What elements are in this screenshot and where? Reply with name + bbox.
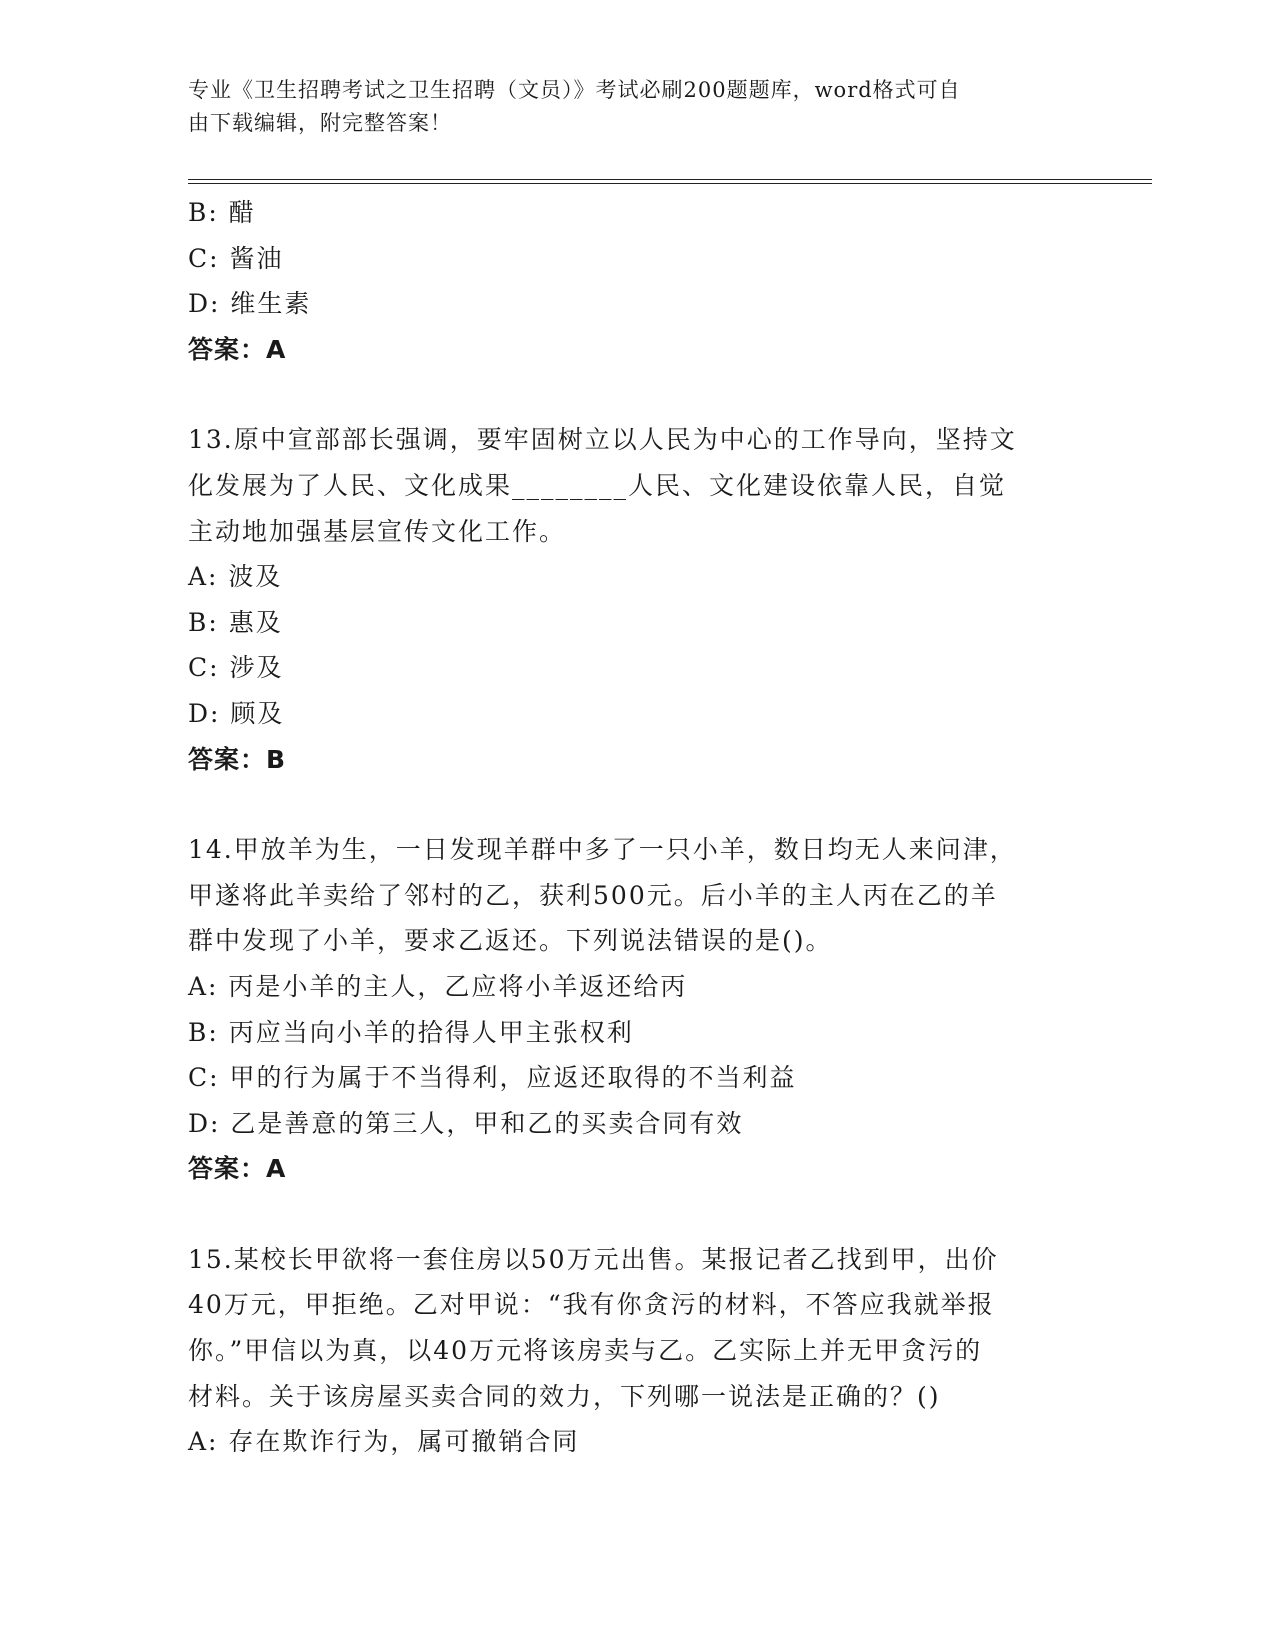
question-text-line: 甲遂将此羊卖给了邻村的乙，获利500元。后小羊的主人丙在乙的羊 xyxy=(188,880,998,910)
option-b: B: 丙应当向小羊的拾得人甲主张权利 xyxy=(188,1017,634,1047)
option-b: B: 醋 xyxy=(188,198,256,227)
document-body xyxy=(188,190,1088,1465)
header-line-2: 由下载编辑，附完整答案！ xyxy=(188,111,452,135)
header-divider-top xyxy=(188,179,1152,180)
question-text-line: 你。”甲信以为真，以40万元将该房卖与乙。乙实际上并无甲贪污的 xyxy=(188,1336,983,1366)
option-c: C: 甲的行为属于不当得利，应返还取得的不当利益 xyxy=(188,1063,797,1093)
header-divider-bottom xyxy=(188,183,1152,184)
option-a: A: 丙是小羊的主人，乙应将小羊返还给丙 xyxy=(188,971,688,1001)
spacer xyxy=(188,1192,1088,1237)
question-text-line: 40万元，甲拒绝。乙对甲说：“我有你贪污的材料，不答应我就举报 xyxy=(188,1290,995,1320)
option-d: D: 乙是善意的第三人，甲和乙的买卖合同有效 xyxy=(188,1108,744,1138)
option-d: D: 顾及 xyxy=(188,698,285,728)
question-text-line: 群中发现了小羊，要求乙返还。下列说法错误的是()。 xyxy=(188,926,833,956)
option-c: C: 酱油 xyxy=(188,243,284,273)
question-13 xyxy=(188,417,1088,782)
question-text-line: 主动地加强基层宣传文化工作。 xyxy=(188,516,567,546)
option-a: A: 波及 xyxy=(188,562,283,592)
option-c: C: 涉及 xyxy=(188,653,284,683)
option-a: A: 存在欺诈行为，属可撤销合同 xyxy=(188,1427,580,1457)
answer-line: 答案：B xyxy=(188,744,287,774)
question-15 xyxy=(188,1237,1088,1465)
document-header xyxy=(188,74,1088,140)
prev-question-block xyxy=(188,190,1088,372)
spacer xyxy=(188,782,1088,827)
question-text-line: 13.原中宣部部长强调，要牢固树立以人民为中心的工作导向，坚持文 xyxy=(188,425,1017,455)
question-text-line: 化发展为了人民、文化成果________人民、文化建设依靠人民，自觉 xyxy=(188,470,1007,500)
question-text-line: 材料。关于该房屋买卖合同的效力，下列哪一说法是正确的？() xyxy=(188,1381,941,1411)
option-b: B: 惠及 xyxy=(188,607,283,637)
question-text-line: 15.某校长甲欲将一套住房以50万元出售。某报记者乙找到甲，出价 xyxy=(188,1244,999,1274)
question-text-line: 14.甲放羊为生，一日发现羊群中多了一只小羊，数日均无人来问津， xyxy=(188,835,1017,865)
question-14 xyxy=(188,827,1088,1192)
answer-line: 答案：A xyxy=(188,334,287,364)
spacer xyxy=(188,372,1088,417)
answer-line: 答案：A xyxy=(188,1154,287,1184)
option-d: D: 维生素 xyxy=(188,289,312,319)
header-line-1: 专业《卫生招聘考试之卫生招聘（文员）》考试必刷200题题库，word格式可自 xyxy=(188,78,961,102)
